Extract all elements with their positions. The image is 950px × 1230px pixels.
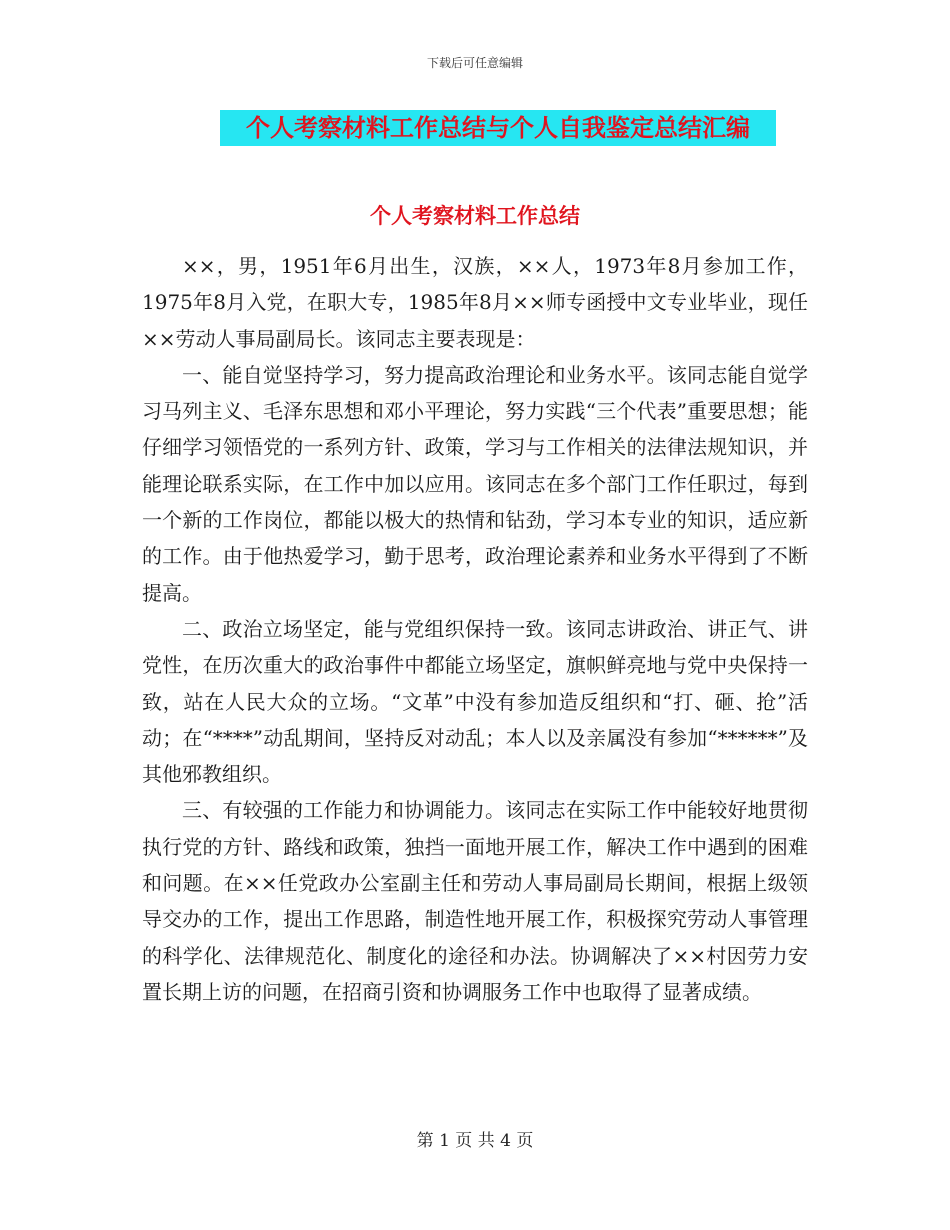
document-body <box>142 248 808 1010</box>
document-main-title: 个人考察材料工作总结与个人自我鉴定总结汇编 <box>246 113 750 142</box>
paragraph-work-ability: 三、有较强的工作能力和协调能力。该同志在实际工作中能较好地贯彻执行党的方针、路线和政策，独挡一面地开展工作，解决工作中遇到的困难和问题。在××任党政办公室副主任和劳动人事局副局长期间，根据上级领导交办的工作，提出工作思路，制造性地开展工作，积极探究劳动人事管理的科学化、法律规范化、制度化的途径和办法。协调解决了××村因劳力安置长期上访的问题，在招商引资和协调服务工作中也取得了显著成绩。 <box>142 798 808 1004</box>
section-title: 个人考察材料工作总结 <box>370 203 580 228</box>
page-number: 第 1 页 共 4 页 <box>416 1131 534 1151</box>
page-header-note: 下载后可任意编辑 <box>426 56 523 70</box>
paragraph-study: 一、能自觉坚持学习，努力提高政治理论和业务水平。该同志能自觉学习马列主义、毛泽东思想和邓小平理论，努力实践“三个代表”重要思想；能仔细学习领悟党的一系列方针、政策，学习与工作相关的法律法规知识，并能理论联系实际，在工作中加以应用。该同志在多个部门工作任职过，每到一个新的工作岗位，都能以极大的热情和钻劲，学习本专业的知识，适应新的工作。由于他热爱学习，勤于思考，政治理论素养和业务水平得到了不断提高。 <box>142 362 808 605</box>
paragraph-political-stance: 二、政治立场坚定，能与党组织保持一致。该同志讲政治、讲正气、讲党性，在历次重大的政治事件中都能立场坚定，旗帜鲜亮地与党中央保持一致，站在人民大众的立场。“文革”中没有参加造反组织和“打、砸、抢”活动；在“****”动乱期间，坚持反对动乱；本人以及亲属没有参加“******”及其他邪教组织。 <box>142 616 808 787</box>
paragraph-intro: ××，男，1951年6月出生，汉族，××人，1973年8月参加工作，1975年8月入党，在职大专，1985年8月××师专函授中文专业毕业，现任××劳动人事局副局长。该同志主要表现是： <box>142 254 808 351</box>
main-title-highlight <box>220 110 776 146</box>
